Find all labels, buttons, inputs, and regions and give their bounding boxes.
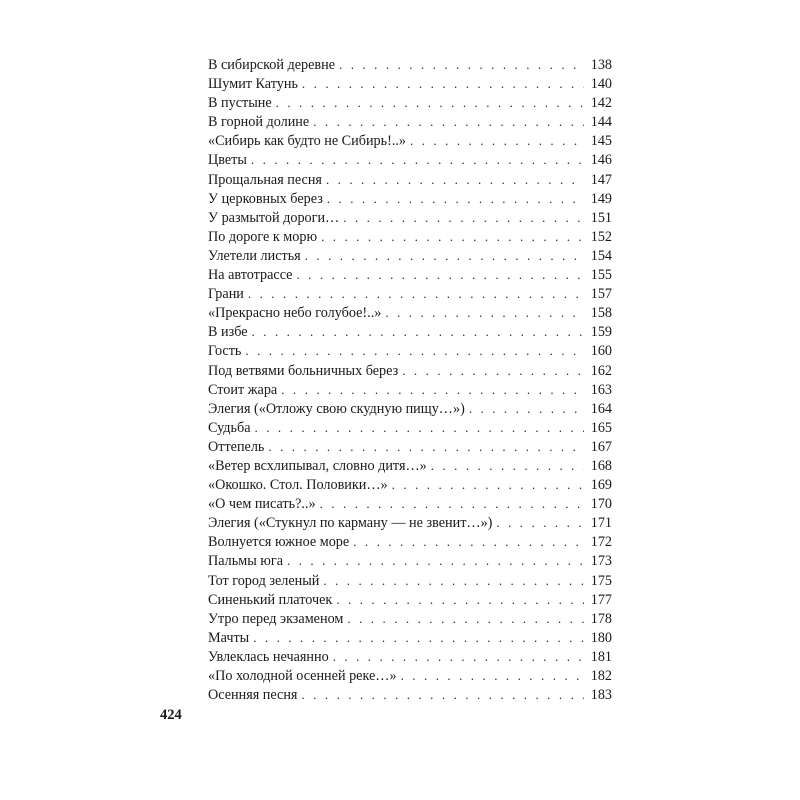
toc-entry-title: Шумит Катунь <box>208 76 298 93</box>
toc-entry <box>208 246 612 265</box>
toc-entry-title: На автотрассе <box>208 267 293 284</box>
toc-entry <box>208 628 612 647</box>
dot-leader <box>253 628 584 647</box>
toc-entry-page: 147 <box>590 171 612 188</box>
toc-entry <box>208 74 612 93</box>
toc-entry <box>208 361 612 380</box>
toc-entry <box>208 532 612 551</box>
toc-entry-title: «Прекрасно небо голубое!..» <box>208 305 382 322</box>
toc-entry-title: У размытой дороги… <box>208 209 340 226</box>
toc-entry-page: 138 <box>590 57 612 73</box>
toc-entry-page: 154 <box>590 247 612 264</box>
dot-leader <box>287 551 584 570</box>
toc-entry-title: Пальмы юга <box>208 553 283 570</box>
toc-entry <box>208 150 612 169</box>
toc-entry <box>208 303 612 322</box>
dot-leader <box>255 418 584 437</box>
toc-entry-page: 140 <box>590 76 612 93</box>
toc-entry-title: Волнуется южное море <box>208 534 350 551</box>
toc-entry-title: «Ветер всхлипывал, словно дитя…» <box>208 457 427 474</box>
toc-entry-page: 151 <box>590 209 612 226</box>
dot-leader <box>252 322 584 341</box>
toc-entry-title: В сибирской деревне <box>208 57 336 73</box>
dot-leader <box>326 170 584 189</box>
dot-leader <box>401 666 584 685</box>
toc-entry-page: 146 <box>590 152 612 169</box>
toc-entry-page: 155 <box>590 267 612 284</box>
toc-entry-title: Тот город зеленый <box>208 572 320 589</box>
toc-entry-title: Судьба <box>208 419 251 436</box>
dot-leader <box>248 284 584 303</box>
toc-entry-title: Под ветвями больничных берез <box>208 362 399 379</box>
toc-entry <box>208 609 612 628</box>
toc-entry <box>208 685 612 704</box>
dot-leader <box>305 246 584 265</box>
toc-entry-page: 163 <box>590 381 612 398</box>
dot-leader <box>323 571 584 590</box>
toc-entry-title: Элегия («Отложу свою скудную пищу…») <box>208 400 465 417</box>
toc-entry-page: 162 <box>590 362 612 379</box>
toc-entry-page: 164 <box>590 400 612 417</box>
toc-entry-title: Цветы <box>208 152 247 169</box>
toc-entry-title: В избе <box>208 324 248 341</box>
toc-entry-title: В горной долине <box>208 114 310 131</box>
dot-leader <box>313 112 584 131</box>
dot-leader <box>353 532 584 551</box>
toc-entry-title: Утро перед экзаменом <box>208 610 344 627</box>
dot-leader <box>339 55 584 74</box>
toc-entry-page: 172 <box>590 534 612 551</box>
toc-entry-page: 160 <box>590 343 612 360</box>
page-number: 424 <box>160 707 182 723</box>
toc-entry <box>208 513 612 532</box>
toc-entry-title: Мачты <box>208 629 250 646</box>
toc-entry-title: Стоит жара <box>208 381 278 398</box>
toc-entry-title: Синенький платочек <box>208 591 333 608</box>
toc-entry-page: 149 <box>590 190 612 207</box>
toc-entry-page: 178 <box>590 610 612 627</box>
dot-leader <box>343 208 584 227</box>
toc-entry-page: 182 <box>590 668 612 684</box>
toc-entry-page: 145 <box>590 133 612 150</box>
dot-leader <box>245 341 584 360</box>
toc-entry <box>208 170 612 189</box>
toc-entry-title: «По холодной осенней реке…» <box>208 668 397 684</box>
toc-entry-page: 183 <box>590 687 612 704</box>
toc-entry <box>208 475 612 494</box>
toc-entry-title: Оттепель <box>208 438 265 455</box>
toc-entry <box>208 189 612 208</box>
toc-entry-title: Грани <box>208 286 244 303</box>
toc-entry <box>208 399 612 418</box>
toc-entry-title: «Сибирь как будто не Сибирь!..» <box>208 133 407 150</box>
toc-entry-page: 159 <box>590 324 612 341</box>
dot-leader <box>333 647 584 666</box>
toc-entry-page: 173 <box>590 553 612 570</box>
toc-entry <box>208 112 612 131</box>
toc-entry-page: 169 <box>590 477 612 494</box>
dot-leader <box>301 685 584 704</box>
toc-entry-title: У церковных берез <box>208 190 323 207</box>
toc-entry-title: Элегия («Стукнул по карману — не звенит…») <box>208 515 493 532</box>
dot-leader <box>402 361 584 380</box>
toc-entry <box>208 55 612 74</box>
dot-leader <box>268 437 584 456</box>
toc-entry <box>208 456 612 475</box>
toc-entry <box>208 380 612 399</box>
dot-leader <box>385 303 584 322</box>
dot-leader <box>320 494 584 513</box>
toc-entry <box>208 590 612 609</box>
toc-entry-title: Увлеклась нечаянно <box>208 648 329 665</box>
toc-entry <box>208 284 612 303</box>
toc-entry <box>208 647 612 666</box>
toc-entry <box>208 551 612 570</box>
toc-entry-page: 158 <box>590 305 612 322</box>
toc-entry-page: 170 <box>590 496 612 513</box>
toc-entry-title: Прощальная песня <box>208 171 322 188</box>
toc-entry-page: 171 <box>590 515 612 532</box>
dot-leader <box>336 590 584 609</box>
dot-leader <box>410 131 584 150</box>
toc-entry <box>208 93 612 112</box>
toc-entry-page: 180 <box>590 629 612 646</box>
toc-entry-page: 144 <box>590 114 612 131</box>
toc-entry-page: 142 <box>590 95 612 112</box>
toc-entry <box>208 494 612 513</box>
toc-entry-title: Осенняя песня <box>208 687 298 704</box>
toc-entry-page: 167 <box>590 438 612 455</box>
toc-entry <box>208 437 612 456</box>
dot-leader <box>302 74 584 93</box>
toc-entry <box>208 227 612 246</box>
toc-entry-page: 152 <box>590 228 612 245</box>
toc-entry-title: «О чем писать?..» <box>208 496 316 513</box>
toc-entry <box>208 418 612 437</box>
toc-entry-page: 168 <box>590 457 612 474</box>
dot-leader <box>469 399 584 418</box>
dot-leader <box>276 93 584 112</box>
dot-leader <box>281 380 584 399</box>
toc-entry-page: 157 <box>590 286 612 303</box>
dot-leader <box>347 609 584 628</box>
dot-leader <box>251 150 584 169</box>
toc-entry <box>208 571 612 590</box>
table-of-contents <box>208 55 612 704</box>
toc-entry-page: 181 <box>590 648 612 665</box>
toc-entry-title: В пустыне <box>208 95 272 112</box>
dot-leader <box>296 265 584 284</box>
dot-leader <box>431 456 584 475</box>
toc-entry <box>208 265 612 284</box>
toc-entry-title: Гость <box>208 343 242 360</box>
toc-entry-title: По дороге к морю <box>208 228 318 245</box>
toc-entry <box>208 208 612 227</box>
toc-entry-title: Улетели листья <box>208 247 301 264</box>
toc-entry-page: 175 <box>590 572 612 589</box>
toc-entry-page: 177 <box>590 591 612 608</box>
toc-entry <box>208 666 612 685</box>
toc-entry <box>208 322 612 341</box>
toc-entry-page: 165 <box>590 419 612 436</box>
dot-leader <box>496 513 584 532</box>
toc-entry <box>208 131 612 150</box>
dot-leader <box>392 475 584 494</box>
dot-leader <box>327 189 584 208</box>
toc-entry <box>208 341 612 360</box>
toc-entry-title: «Окошко. Стол. Половики…» <box>208 477 388 494</box>
dot-leader <box>321 227 584 246</box>
